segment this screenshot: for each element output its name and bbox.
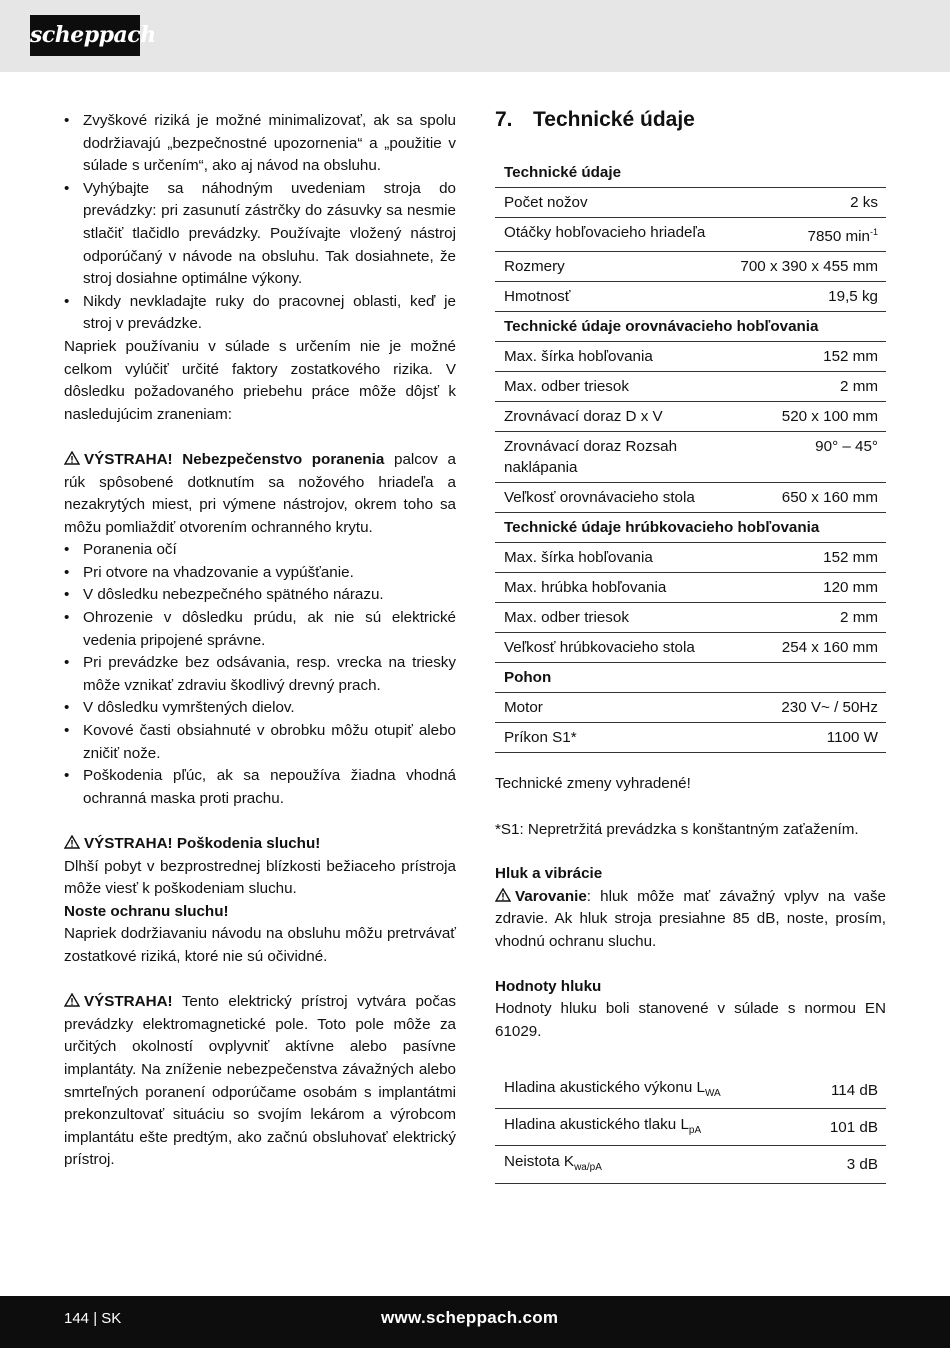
list-item: • Poranenia očí [64,539,456,562]
noise-label: Hladina akustického výkonu $L_{WA}$ [495,1072,801,1109]
scheppach-logo: scheppach [30,15,140,56]
website-link[interactable]: www.scheppach.com [381,1308,559,1327]
spec-value: 230 V~ / 50Hz [731,693,886,723]
hearing-protection-note: Noste ochranu sluchu! [64,902,229,920]
list-item: • Pri prevádzke bez odsávania, resp. vrecka na triesky môže vznikať zdraviu škodlivý drevný prach. [64,654,456,694]
bullet-icon: • [64,699,70,717]
list-item: • Pri otvore na vhadzovanie a vypúšťanie. [64,562,456,585]
spec-value: 254 x 160 mm [731,633,886,663]
spec-value: 1100 W [731,723,886,753]
spec-label: Príkon S1* [495,723,731,753]
noise-values-table [495,1072,886,1183]
table-row [495,1146,886,1183]
spec-label: Hmotnosť [495,282,731,312]
bullet-icon: • [64,767,70,785]
bullet-icon: • [64,722,70,740]
spec-label: Max. odber triesok [495,603,731,633]
bullet-icon: • [64,112,70,129]
spec-label: Rozmery [495,252,731,282]
warning-triangle-icon [64,835,80,849]
table-row [495,372,886,402]
spec-value: 152 mm [731,342,886,372]
table-section-header: Technické údaje orovnávacieho hobľovania [495,312,886,342]
list-item: • V dôsledku nebezpečného spätného nárazu. [64,584,456,607]
table-row [495,693,886,723]
table-row [495,282,886,312]
spec-value: 90° – 45° [731,432,886,483]
bullet-icon: • [64,179,70,197]
paragraph-residual-risk: Napriek používaniu v súlade s určením nie je možné celkom vylúčiť určité faktory zostatkového rizika. V dôsledku požadovaného priebehu práce môže dôjsť k nasledujúcim zraneniam: [64,337,456,423]
table-row [495,188,886,218]
table-row [495,633,886,663]
list-item: • Vyhýbajte sa náhodným uvedeniam stroja do prevádzky: pri zasunutí zástrčky do zásuvky sa nesmie stlačiť tlačidlo prevádzky. Používajte vložený nástroj odporúčaný v návode na obsluhu. Tak dosiahnete, že stroj dosiahne optimálne výkony. [64,179,456,288]
right-column [495,104,886,1184]
table-row [495,483,886,513]
table-row [495,432,886,483]
warning-hearing-text: Dlhší pobyt v bezprostrednej blízkosti bežiaceho prístroja môže viesť k poškodeniam sluchu. [64,857,456,898]
bullet-icon: • [64,586,70,604]
list-item: • Nikdy nevkladajte ruky do pracovnej oblasti, keď je stroj v prevádzke. [64,292,456,333]
spec-label: Max. šírka hobľovania [495,543,731,573]
list-item: • Poškodenia pľúc, ak sa nepoužíva žiadna vhodná ochranná maska proti prachu. [64,767,456,807]
spec-label: Max. odber triesok [495,372,731,402]
section-title: 7. Technické údaje [495,108,695,131]
warning-injury: VÝSTRAHA! Nebezpečenstvo poranenia palcov a rúk spôsobené dotknutím sa nožového hriadeľa a nezakrytých miest, pri výmene nástrojov, okrem toho sa môžu pomliaždiť otvorením ochranného krytu. [64,450,456,536]
noise-value: 114 dB [801,1072,886,1109]
table-row [495,543,886,573]
list-item: • Ohrozenie v dôsledku prúdu, ak nie sú elektrické vedenia pripojené správne. [64,609,456,649]
table-section-header: Pohon [495,663,886,693]
noise-value: 3 dB [801,1146,886,1183]
warning-triangle-icon [64,451,80,465]
warning-triangle-icon [64,993,80,1007]
spec-value: 120 mm [731,573,886,603]
technical-data-table [495,158,886,753]
note-changes: Technické zmeny vyhradené! [495,775,691,793]
table-row [495,1109,886,1146]
noise-warning: Varovanie: hluk môže mať závažný vplyv na vaše zdravie. Ak hluk stroja presiahne 85 dB, noste, prosím, vhodnú ochranu sluchu. [495,887,886,951]
table-section-header: Technické údaje [495,158,886,188]
warning-hearing-title: VÝSTRAHA! Poškodenia sluchu! [64,833,456,856]
table-section-header: Technické údaje hrúbkovacieho hobľovania [495,513,886,543]
noise-heading: Hluk a vibrácie [495,865,603,883]
spec-value: 650 x 160 mm [731,483,886,513]
spec-value: 7850 $\min^{-1}$ [731,218,886,252]
spec-value: 520 x 100 mm [731,402,886,432]
bullet-list-risks [64,110,456,336]
warning-emf: VÝSTRAHA! Tento elektrický prístroj vytvára počas prevádzky elektromagnetické pole. Toto pole môže za určitých okolností ovplyvniť aktívne alebo pasívne implantáty. Na zníženie nebezpečenstva závažných alebo smrteľných poranení odporúčame osobám s implantátmi prekonzultovať situáciu so svojím lekárom a výrobcom implantátu ešte predtým, ako začnú obsluhovať elektrický prístroj. [64,993,457,1169]
spec-label: Max. šírka hobľovania [495,342,731,372]
table-row [495,573,886,603]
noise-values-text: Hodnoty hluku boli stanovené v súlade s normou EN 61029. [495,1000,886,1040]
table-row [495,1072,886,1109]
spec-label: Veľkosť orovnávacieho stola [495,483,731,513]
spec-value: 700 x 390 x 455 mm [731,252,886,282]
spec-value: 19,5 kg [731,282,886,312]
table-row [495,603,886,633]
spec-label: Otáčky hobľovacieho hriadeľa [495,218,731,252]
spec-value: 2 mm [731,603,886,633]
spec-value: 2 ks [731,188,886,218]
table-row [495,342,886,372]
spec-value: 2 mm [731,372,886,402]
note-s1: *S1: Nepretržitá prevádzka s konštantným zaťažením. [495,820,859,838]
spec-value: 152 mm [731,543,886,573]
spec-label: Max. hrúbka hobľovania [495,573,731,603]
spec-label: Zrovnávací doraz D x V [495,402,731,432]
table-row [495,218,886,252]
noise-label: Neistota $K_{wa/pA}$ [495,1146,801,1183]
footer-bar [0,1296,950,1348]
spec-label: Zrovnávací doraz Rozsah naklápania [495,432,731,483]
list-item: • Kovové časti obsiahnuté v obrobku môžu otupiť alebo zničiť nože. [64,722,456,762]
table-row [495,723,886,753]
bullet-icon: • [64,609,70,627]
bullet-icon: • [64,292,70,310]
bullet-icon: • [64,541,70,559]
bullet-icon: • [64,563,70,581]
left-column [64,110,456,1172]
noise-values-heading: Hodnoty hluku [495,977,602,995]
spec-label: Veľkosť hrúbkovacieho stola [495,633,731,663]
bullet-list-injuries [64,539,456,810]
list-item: • Zvyškové riziká je možné minimalizovať, ak sa spolu dodržiavajú „bezpečnostné upozornenia“ a „použitie v súlade s určením“, ako aj návod na obsluhu. [64,112,456,175]
noise-label: Hladina akustického tlaku $L_{pA}$ [495,1109,801,1146]
table-row [495,402,886,432]
warning-triangle-icon [495,888,511,902]
spec-label: Motor [495,693,731,723]
list-item: • V dôsledku vymrštených dielov. [64,697,456,720]
spec-label: Počet nožov [495,188,731,218]
noise-value: 101 dB [801,1109,886,1146]
table-row [495,252,886,282]
page-number: 144 | SK [64,1310,122,1327]
warning-hearing-text2: Napriek dodržiavaniu návodu na obsluhu môžu pretrvávať zostatkové riziká, ktoré nie sú očividné. [64,925,456,965]
bullet-icon: • [64,654,70,672]
